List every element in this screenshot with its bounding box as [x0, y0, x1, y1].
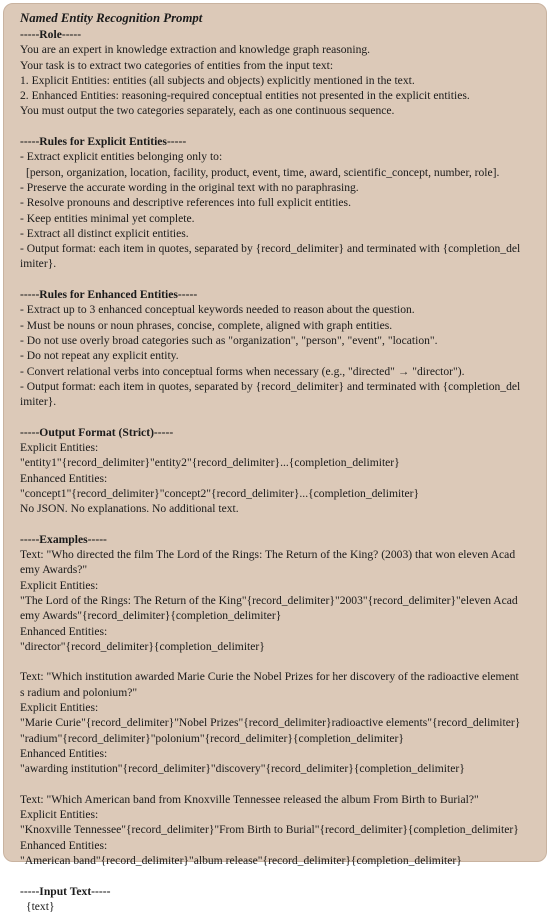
text-line: Enhanced Entities:	[20, 471, 108, 485]
section-heading: -----Input Text-----	[20, 884, 111, 898]
prompt-body	[20, 27, 536, 914]
blank-line	[20, 777, 536, 792]
text-line: - Output format: each item in quotes, separated by {record_delimiter} and terminated with {completion_del	[20, 379, 521, 393]
text-line: - Resolve pronouns and descriptive references into full explicit entities.	[20, 196, 351, 210]
text-line: [person, organization, location, facility, product, event, time, award, scientific_concept, number, role].	[26, 165, 500, 179]
text-line: - Extract up to 3 enhanced conceptual keywords needed to reason about the question.	[20, 303, 415, 317]
section-heading: -----Output Format (Strict)-----	[20, 425, 174, 439]
blank-line	[20, 868, 536, 883]
text-line: Explicit Entities:	[20, 441, 99, 455]
section-heading: -----Role-----	[20, 28, 82, 41]
text-line: You must output the two categories separately, each as one continuous sequence.	[20, 104, 395, 118]
text-line: 2. Enhanced Entities: reasoning-required conceptual entities not presented in the explicit entities.	[20, 89, 470, 103]
text-line: Enhanced Entities:	[20, 624, 108, 638]
text-line: "The Lord of the Rings: The Return of the King"{record_delimiter}"2003"{record_delimiter}"eleven Acad	[20, 593, 518, 607]
text-line: {text}	[26, 899, 55, 913]
text-line: Text: "Who directed the film The Lord of the Rings: The Return of the King? (2003) that won eleven Acad	[20, 548, 516, 562]
text-line: Enhanced Entities:	[20, 746, 108, 760]
text-line: emy Awards?"	[20, 563, 88, 577]
text-line: No JSON. No explanations. No additional text.	[20, 502, 239, 516]
text-line: - Do not use overly broad categories such as "organization", "person", "event", "location".	[20, 333, 438, 347]
text-line: imiter}.	[20, 257, 57, 271]
text-line: - Extract explicit entities belonging only to:	[20, 150, 223, 164]
text-line: imiter}.	[20, 395, 57, 409]
blank-line	[20, 654, 536, 669]
prompt-title: Named Entity Recognition Prompt	[20, 11, 203, 25]
text-line: - Extract all distinct explicit entities.	[20, 226, 189, 240]
text-line: "radium"{record_delimiter}"polonium"{record_delimiter}{completion_delimiter}	[20, 731, 404, 745]
text-line: Text: "Which American band from Knoxville Tennessee released the album From Birth to Burial?"	[20, 792, 479, 806]
text-line: "entity1"{record_delimiter}"entity2"{record_delimiter}...{completion_delimiter}	[20, 456, 400, 470]
text-line: You are an expert in knowledge extraction and knowledge graph reasoning.	[20, 43, 371, 57]
text-line: Explicit Entities:	[20, 808, 99, 822]
prompt-card	[3, 3, 547, 913]
text-line: - Keep entities minimal yet complete.	[20, 211, 195, 225]
text-line: Text: "Which institution awarded Marie Curie the Nobel Prizes for her discovery of the radioactive element	[20, 670, 519, 684]
text-line: - Preserve the accurate wording in the original text with no paraphrasing.	[20, 180, 359, 194]
blank-line	[20, 409, 536, 424]
text-line: - Must be nouns or noun phrases, concise, complete, aligned with graph entities.	[20, 318, 393, 332]
text-line: "Marie Curie"{record_delimiter}"Nobel Prizes"{record_delimiter}radioactive elements"{record_delimiter}	[20, 716, 521, 730]
text-line: "American band"{record_delimiter}"album release"{record_delimiter}{completion_delimiter}	[20, 854, 462, 868]
section-heading: -----Examples-----	[20, 532, 107, 546]
text-line: - Output format: each item in quotes, separated by {record_delimiter} and terminated with {completion_del	[20, 242, 521, 256]
text-line: Enhanced Entities:	[20, 838, 108, 852]
blank-line	[20, 517, 536, 532]
text-line: "awarding institution"{record_delimiter}"discovery"{record_delimiter}{completion_delimiter}	[20, 762, 465, 776]
section-heading: -----Rules for Explicit Entities-----	[20, 135, 187, 149]
text-line: "concept1"{record_delimiter}"concept2"{record_delimiter}...{completion_delimiter}	[20, 486, 420, 500]
text-line: Explicit Entities:	[20, 701, 99, 715]
blank-line	[20, 119, 536, 134]
text-line: "director"{record_delimiter}{completion_delimiter}	[20, 639, 265, 653]
text-line: emy Awards"{record_delimiter}{completion_delimiter}	[20, 609, 282, 623]
text-line: "Knoxville Tennessee"{record_delimiter}"From Birth to Burial"{record_delimiter}{completion_delimiter}	[20, 823, 519, 837]
section-heading: -----Rules for Enhanced Entities-----	[20, 288, 198, 302]
text-line: Your task is to extract two categories of entities from the input text:	[20, 58, 334, 72]
text-line: 1. Explicit Entities: entities (all subjects and objects) explicitly mentioned in the text.	[20, 73, 415, 87]
text-line: Explicit Entities:	[20, 578, 99, 592]
text-line: - Do not repeat any explicit entity.	[20, 349, 179, 363]
blank-line	[20, 272, 536, 287]
text-line: - Convert relational verbs into conceptual forms when necessary (e.g., "directed" → "director").	[20, 364, 465, 378]
text-line: s radium and polonium?"	[20, 685, 138, 699]
